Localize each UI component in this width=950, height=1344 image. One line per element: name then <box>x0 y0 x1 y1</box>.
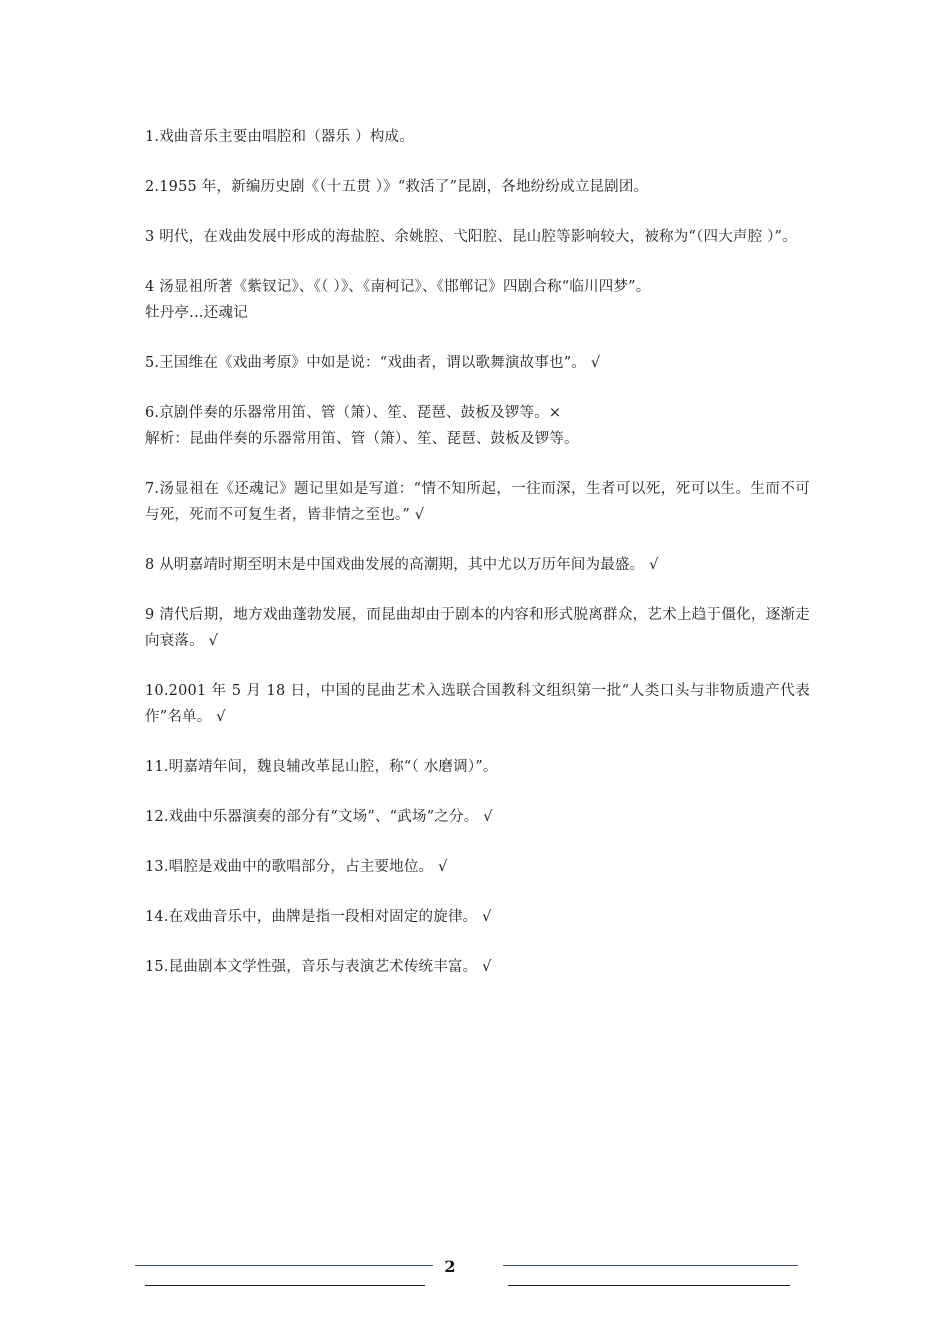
question-item <box>145 476 810 528</box>
question-text: 2.1955 年，新编历史剧《（十五贯 ）》“救活了”昆剧，各地纷纷成立昆剧团。 <box>145 179 649 195</box>
question-note: 牡丹亭…还魂记 <box>145 305 248 321</box>
question-text: 4 汤显祖所著《紫钗记》、《（ ）》、《南柯记》、《邯郸记》四剧合称“临川四梦”。 <box>145 279 651 295</box>
question-text: 11.明嘉靖年间，魏良辅改革昆山腔，称“（ 水磨调）”。 <box>145 759 498 775</box>
page-number: 2 <box>444 1257 456 1276</box>
question-list <box>145 124 810 1004</box>
question-text: 13.唱腔是戏曲中的歌唱部分，占主要地位。 √ <box>145 859 448 875</box>
footer-rule-left-bottom <box>145 1285 425 1286</box>
question-text: 8 从明嘉靖时期至明末是中国戏曲发展的高潮期，其中尤以万历年间为最盛。 √ <box>145 557 659 573</box>
footer-rule-right-top <box>503 1265 798 1266</box>
question-text: 3 明代，在戏曲发展中形成的海盐腔、余姚腔、弋阳腔、昆山腔等影响较大，被称为“（四大声腔 ）”。 <box>145 229 797 245</box>
question-item <box>145 854 810 880</box>
question-item <box>145 678 810 730</box>
question-text: 9 清代后期，地方戏曲蓬勃发展，而昆曲却由于剧本的内容和形式脱离群众，艺术上趋于僵化，逐渐走向衰落。 √ <box>145 607 810 649</box>
question-item <box>145 124 810 150</box>
question-item <box>145 602 810 654</box>
page-footer <box>0 1250 950 1300</box>
footer-rule-left-top <box>135 1265 433 1266</box>
question-text: 5.王国维在《戏曲考原》中如是说：“戏曲者，谓以歌舞演故事也”。 √ <box>145 355 601 371</box>
question-text: 14.在戏曲音乐中，曲牌是指一段相对固定的旋律。 √ <box>145 909 492 925</box>
question-item <box>145 904 810 930</box>
question-text: 10.2001 年 5 月 18 日，中国的昆曲艺术入选联合国教科文组织第一批“人类口头与非物质遗产代表作”名单。 √ <box>145 683 810 725</box>
question-item <box>145 552 810 578</box>
question-text: 7.汤显祖在《还魂记》题记里如是写道：“情不知所起，一往而深，生者可以死，死可以生。生而不可与死，死而不可复生者，皆非情之至也。” √ <box>145 481 810 523</box>
question-text: 12.戏曲中乐器演奏的部分有“文场”、“武场”之分。 √ <box>145 809 493 825</box>
question-text: 1.戏曲音乐主要由唱腔和（器乐 ）构成。 <box>145 129 414 145</box>
question-item <box>145 174 810 200</box>
question-text: 6.京剧伴奏的乐器常用笛、管（箫）、笙、琵琶、鼓板及锣等。× <box>145 405 562 421</box>
question-item <box>145 804 810 830</box>
question-item <box>145 400 810 452</box>
question-item <box>145 224 810 250</box>
question-item <box>145 954 810 980</box>
question-item <box>145 274 810 326</box>
question-text: 15.昆曲剧本文学性强，音乐与表演艺术传统丰富。 √ <box>145 959 492 975</box>
question-item <box>145 754 810 780</box>
footer-rule-right-bottom <box>508 1285 790 1286</box>
question-item <box>145 350 810 376</box>
question-note: 解析：昆曲伴奏的乐器常用笛、管（箫）、笙、琵琶、鼓板及锣等。 <box>145 431 579 447</box>
